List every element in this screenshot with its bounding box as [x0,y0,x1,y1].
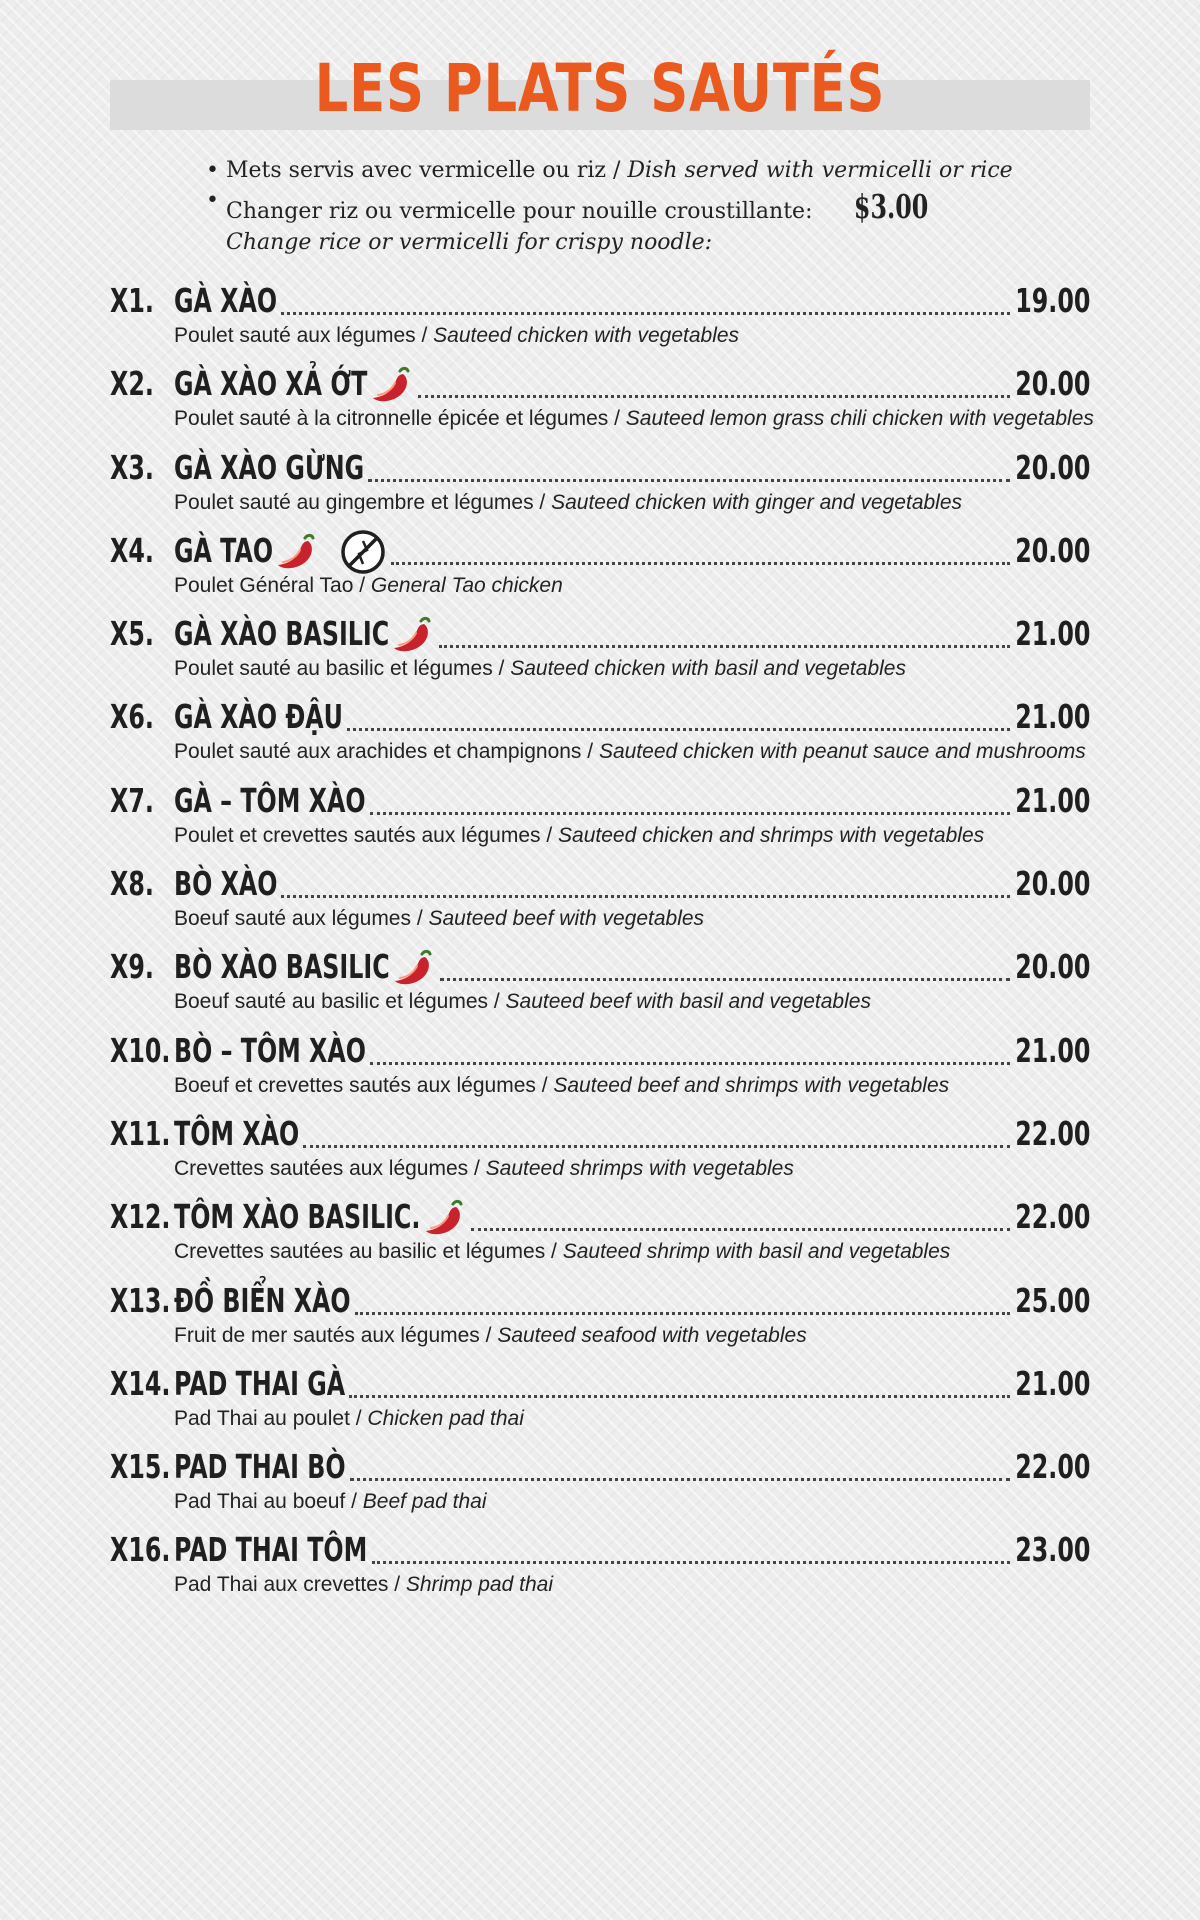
item-price: 21.00 [1014,614,1090,654]
item-description [174,1155,1090,1183]
item-description [174,405,1094,433]
menu-item-x5 [110,613,1090,696]
item-name-wrap [174,1113,299,1155]
item-price: 21.00 [1014,1363,1090,1403]
item-price: 20.00 [1014,364,1090,404]
item-number: X16. [110,1530,171,1570]
chili-pepper-icon [275,532,319,572]
item-number: X12. [110,1197,171,1237]
item-name-wrap [174,946,436,988]
menu-item-x14 [110,1363,1090,1446]
item-description-en: Beef pad thai [362,1490,487,1514]
dot-leader [372,1560,1011,1564]
dot-leader [281,311,1010,315]
note-served-with [206,156,1026,186]
item-number: X5. [110,614,154,654]
page-title: LES PLATS SAUTÉS [314,50,886,127]
item-description [174,738,1090,766]
item-description-fr: Poulet et crevettes sautés aux légumes / [174,823,559,847]
item-description [174,1322,1090,1350]
dot-leader [439,644,1010,648]
item-description-fr: Crevettes sautées au basilic et légumes / [174,1240,563,1264]
item-description-en: Sauteed beef with basil and vegetables [505,990,871,1014]
item-description-fr: Poulet Général Tao / [174,573,371,597]
item-number: X3. [110,447,154,487]
item-name: PAD THAI BÒ [174,1447,346,1487]
note-en: Change rice or vermicelli for crispy noodle: [226,230,713,255]
item-name: GÀ XÀO [174,281,278,320]
dot-leader [347,727,1011,731]
item-name: ĐỒ BIỂN XÀO [174,1280,351,1320]
item-description-fr: Poulet sauté à la citronnelle épicée et légumes / [174,407,626,431]
item-price: 22.00 [1014,1197,1090,1237]
item-price: 21.00 [1014,697,1090,737]
item-description-fr: Poulet sauté aux arachides et champignons / [174,740,599,764]
item-description [174,322,1090,350]
item-name: PAD THAI GÀ [174,1363,346,1403]
menu-item-x6 [110,696,1090,779]
chili-pepper-icon [392,948,436,988]
item-name-wrap [174,528,387,572]
dot-leader [440,977,1010,981]
item-name-wrap [174,613,435,655]
item-name: TÔM XÀO [174,1113,300,1153]
item-description [174,489,1090,517]
item-name-wrap [174,1196,467,1238]
item-description-en: Sauteed chicken and shrimps with vegetables [558,823,985,847]
dot-leader [391,561,1011,565]
menu-item-row [110,696,1090,738]
menu-item-row [110,447,1090,489]
menu-item-x1 [110,280,1090,363]
item-description-en: Sauteed seafood with vegetables [497,1323,807,1347]
note-fr: Mets servis avec vermicelle ou riz / [226,158,628,183]
item-name: GÀ XÀO GỪNG [174,447,365,487]
item-price: 20.00 [1014,864,1090,904]
menu-item-x12 [110,1196,1090,1279]
menu-item-row [110,863,1090,905]
menu-item-x11 [110,1113,1090,1196]
item-description-en: Chicken pad thai [367,1406,524,1430]
chili-pepper-icon [370,365,414,405]
item-description-fr: Boeuf sauté au basilic et légumes / [174,990,506,1014]
menu-item-row [110,1280,1090,1322]
item-number: X7. [110,780,154,820]
item-description-fr: Pad Thai au boeuf / [174,1490,363,1514]
note-price: $3.00 [853,187,928,226]
item-price: 20.00 [1014,530,1090,570]
no-msg-icon [339,528,387,576]
menu-item-x3 [110,447,1090,530]
item-number: X4. [110,530,154,570]
item-description-fr: Poulet sauté au gingembre et légumes / [174,490,552,514]
item-name: BÒ XÀO [174,864,278,904]
item-name-wrap [174,1280,351,1322]
item-description-en: Sauteed chicken with basil and vegetables [510,657,906,681]
dot-leader [368,478,1010,482]
item-description-fr: Boeuf sauté aux légumes / [174,907,429,931]
dot-leader [471,1227,1011,1231]
chili-pepper-icon [423,1198,467,1238]
menu-item-x10 [110,1030,1090,1113]
menu-item-x13 [110,1280,1090,1363]
item-description [174,1238,1090,1266]
menu-item-row [110,280,1090,322]
item-name-wrap [174,1363,345,1405]
item-price: 22.00 [1014,1447,1090,1487]
item-description [174,822,1090,850]
menu-item-x8 [110,863,1090,946]
item-description-fr: Fruit de mer sautés aux légumes / [174,1323,498,1347]
menu-item-row [110,1529,1090,1571]
item-name-wrap [174,1446,346,1488]
item-name: TÔM XÀO BASILIC. [174,1197,421,1237]
item-description-en: Sauteed chicken with ginger and vegetables [551,490,963,514]
item-number: X6. [110,697,154,737]
dot-leader [281,894,1010,898]
item-number: X1. [110,281,154,320]
item-name-wrap [174,363,414,405]
notes [206,156,1026,258]
item-price: 21.00 [1014,1030,1090,1070]
item-price: 21.00 [1014,780,1090,820]
item-name-wrap [174,1529,368,1571]
item-name: GÀ – TÔM XÀO [174,780,366,820]
item-price: 19.00 [1014,281,1090,320]
item-price: 20.00 [1014,947,1090,987]
dot-leader [350,1477,1011,1481]
menu-item-x15 [110,1446,1090,1529]
item-description [174,905,1090,933]
item-description-en: General Tao chicken [370,573,563,597]
bullet: • [206,158,219,183]
item-number: X2. [110,364,154,404]
menu-item-row [110,1446,1090,1488]
item-price: 22.00 [1014,1113,1090,1153]
item-description-en: Sauteed lemon grass chili chicken with vegetables [625,407,1094,431]
item-description-en: Shrimp pad thai [405,1573,553,1597]
item-number: X9. [110,947,154,987]
item-description [174,1072,1090,1100]
menu-item-x9 [110,946,1090,1029]
item-description-en: Sauteed beef and shrimps with vegetables [553,1073,950,1097]
menu-item-row [110,613,1090,655]
item-description-fr: Crevettes sautées aux légumes / [174,1156,486,1180]
item-name: GÀ XÀO XẢ ỚT [174,364,368,404]
menu-item-row [110,1113,1090,1155]
item-description-fr: Poulet sauté aux légumes / [174,324,434,347]
item-name-wrap [174,863,277,905]
menu-item-row [110,363,1090,405]
item-name: BÒ XÀO BASILIC [174,947,390,987]
menu-item-x4 [110,530,1090,613]
item-number: X15. [110,1447,171,1487]
menu-item-x16 [110,1529,1090,1612]
item-name-wrap [174,780,366,822]
menu-item-row [110,780,1090,822]
item-description [174,655,1090,683]
dot-leader [370,811,1011,815]
item-number: X11. [110,1113,171,1153]
item-number: X8. [110,864,154,904]
item-description-fr: Pad Thai aux crevettes / [174,1573,406,1597]
item-name: GÀ TAO [174,530,274,570]
dot-leader [370,1061,1011,1065]
item-description-fr: Pad Thai au poulet / [174,1406,368,1430]
item-description-fr: Poulet sauté au basilic et légumes / [174,657,511,681]
menu-item-row [110,1363,1090,1405]
item-name: PAD THAI TÔM [174,1530,368,1570]
item-name: GÀ XÀO BASILIC [174,614,390,654]
note-crispy-noodle [206,186,1026,228]
item-price: 25.00 [1014,1280,1090,1320]
item-number: X10. [110,1030,171,1070]
item-description-en: Sauteed shrimps with vegetables [485,1156,794,1180]
menu-item-x2 [110,363,1094,446]
item-description-en: Sauteed beef with vegetables [428,907,705,931]
item-number: X14. [110,1363,171,1403]
bullet: • [206,188,219,213]
item-description-en: Sauteed chicken with peanut sauce and mushrooms [598,740,1086,764]
dot-leader [349,1394,1011,1398]
menu-list [110,280,1094,1613]
menu-item-row [110,1196,1090,1238]
note-en: Dish served with vermicelli or rice [627,158,1013,183]
item-description-en: Sauteed chicken with vegetables [433,324,740,347]
menu-item-row [110,946,1090,988]
chili-pepper-icon [391,615,435,655]
menu-item-row [110,1030,1090,1072]
item-description [174,1571,1090,1599]
item-description [174,1405,1090,1433]
item-number: X13. [110,1280,171,1320]
item-description-fr: Boeuf et crevettes sautés aux légumes / [174,1073,554,1097]
dot-leader [303,1144,1010,1148]
item-description [174,572,1090,600]
note-fr: Changer riz ou vermicelle pour nouille croustillante: [226,199,813,224]
item-description [174,988,1090,1016]
menu-item-x7 [110,780,1090,863]
dot-leader [418,394,1011,398]
item-name: GÀ XÀO ĐẬU [174,697,343,737]
dot-leader [355,1311,1011,1315]
item-name: BÒ – TÔM XÀO [174,1030,366,1070]
item-description-en: Sauteed shrimp with basil and vegetables [562,1240,951,1264]
item-name-wrap [174,280,277,322]
item-description [174,1488,1090,1516]
menu-item-row [110,530,1090,572]
item-name-wrap [174,1030,366,1072]
item-name-wrap [174,447,364,489]
item-name-wrap [174,696,343,738]
item-price: 23.00 [1014,1530,1090,1570]
item-price: 20.00 [1014,447,1090,487]
